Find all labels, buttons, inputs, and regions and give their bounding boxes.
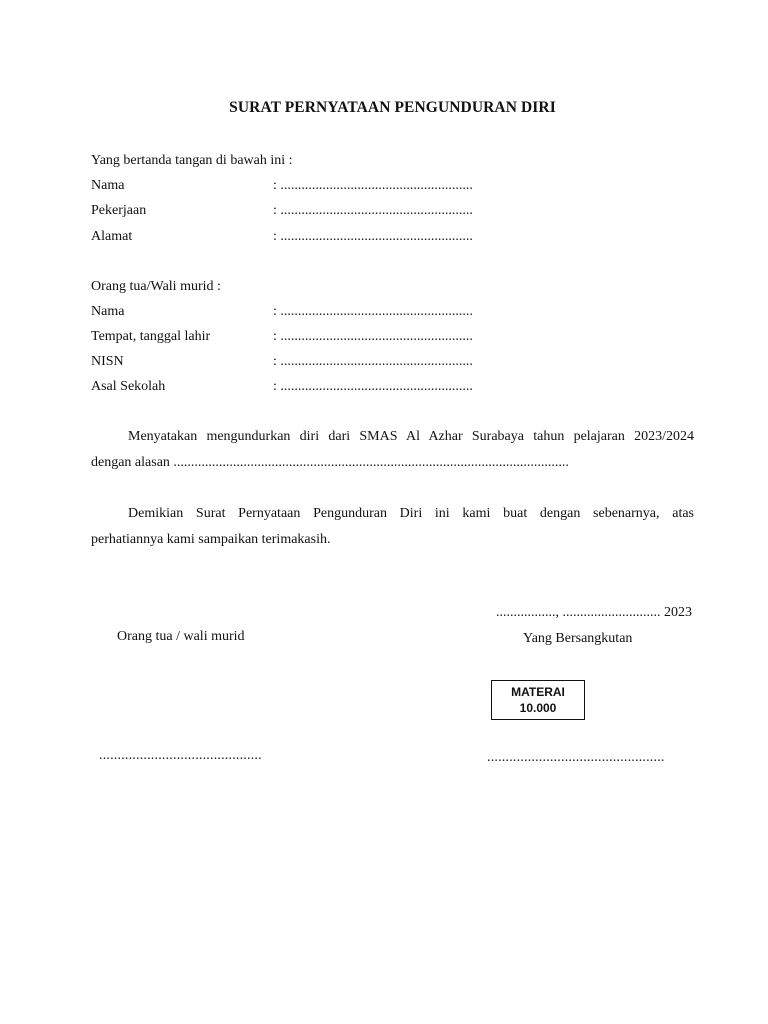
field-label: Alamat xyxy=(91,229,133,244)
closing-paragraph xyxy=(91,501,694,553)
field-row-student-name xyxy=(91,304,511,322)
right-signature-line: ................................................ xyxy=(487,750,665,765)
intro-text: Yang bertanda tangan di bawah ini : xyxy=(91,153,293,168)
field-label: Nama xyxy=(91,178,125,193)
date-line: ................., ............................ 2023 xyxy=(496,605,692,620)
field-label: Pekerjaan xyxy=(91,203,147,218)
field-row-student-nisn xyxy=(91,354,511,372)
field-value: : ....................................................... xyxy=(273,203,473,218)
closing-line-end: perhatiannya kami sampaikan terimakasih. xyxy=(91,532,331,547)
closing-line: Demikian Surat Pernyataan Pengunduran Diri ini kami buat dengan sebenarnya, atas xyxy=(128,506,694,521)
field-label: Nama xyxy=(91,304,125,319)
field-label: Tempat, tanggal lahir xyxy=(91,329,211,344)
left-signer-label: Orang tua / wali murid xyxy=(117,629,245,644)
field-value: : ....................................................... xyxy=(273,229,473,244)
statement-line: Menyatakan mengundurkan diri dari SMAS Al Azhar Surabaya tahun pelajaran 2023/2024 xyxy=(128,429,694,444)
stamp-value: 10.000 xyxy=(519,701,557,715)
left-signature-line: ............................................ xyxy=(99,748,262,763)
field-value: : ....................................................... xyxy=(273,178,473,193)
right-signer-label: Yang Bersangkutan xyxy=(523,631,633,646)
document-title: SURAT PERNYATAAN PENGUNDURAN DIRI xyxy=(229,99,556,116)
field-row-signer-name xyxy=(91,178,511,196)
statement-reason-line: dengan alasan ................................................................................................................. xyxy=(91,455,569,470)
field-label: Asal Sekolah xyxy=(91,379,166,394)
statement-paragraph xyxy=(91,424,694,476)
student-heading: Orang tua/Wali murid : xyxy=(91,279,221,294)
field-value: : ....................................................... xyxy=(273,329,473,344)
field-row-student-school xyxy=(91,379,511,397)
field-value: : ....................................................... xyxy=(273,304,473,319)
field-value: : ....................................................... xyxy=(273,354,473,369)
materai-stamp-box xyxy=(491,680,585,720)
stamp-label: MATERAI xyxy=(511,685,565,699)
field-label: NISN xyxy=(91,354,124,369)
field-row-student-birth xyxy=(91,329,511,347)
field-row-signer-job xyxy=(91,203,511,221)
field-row-signer-address xyxy=(91,229,511,247)
field-value: : ....................................................... xyxy=(273,379,473,394)
